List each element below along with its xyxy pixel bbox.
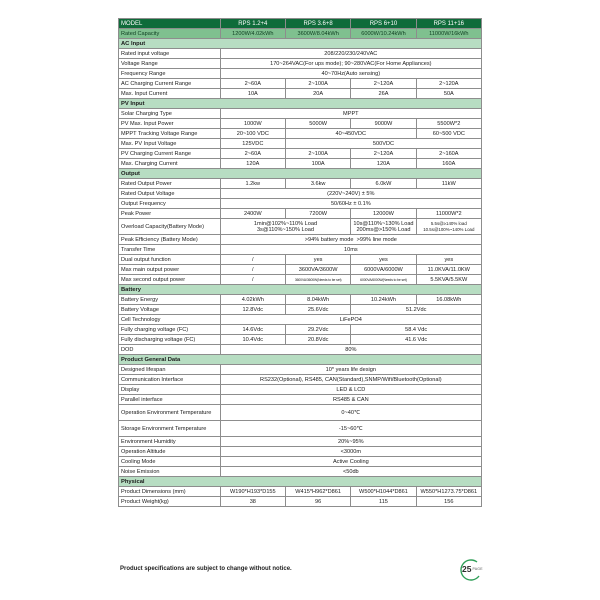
cell-value: 1200W/4.02kWh xyxy=(220,29,285,39)
eff-line: >99% line mode xyxy=(356,236,397,243)
row-label: Overload Capacity(Battery Mode) xyxy=(119,219,221,235)
section-title: Output xyxy=(119,169,482,179)
cell-value: 10ms xyxy=(220,245,481,255)
section-title: PV Input xyxy=(119,99,482,109)
table-row xyxy=(119,447,482,457)
cell-value: 29.2Vdc xyxy=(285,325,350,335)
row-label: Communication Interface xyxy=(119,375,221,385)
cell-value: 51.2Vdc xyxy=(351,305,482,315)
cell-value: 7200W xyxy=(285,209,350,219)
cell-value: LED & LCD xyxy=(220,385,481,395)
cell-value: 1000W xyxy=(220,119,285,129)
cell-value: 2~100A xyxy=(285,149,350,159)
row-label: Max. Input Current xyxy=(119,89,221,99)
model-name: RPS 6+10 xyxy=(351,19,416,29)
cell-value: 170~264VAC(For ups mode); 90~280VAC(For Home Appliances) xyxy=(220,59,481,69)
cell-value: RS485 & CAN xyxy=(220,395,481,405)
row-label: Rated Capacity xyxy=(119,29,221,39)
table-row xyxy=(119,295,482,305)
model-label: MODEL xyxy=(119,19,221,29)
cell-value: 11kW xyxy=(416,179,481,189)
section-header xyxy=(119,39,482,49)
section-title: AC Input xyxy=(119,39,482,49)
section-header xyxy=(119,169,482,179)
table-row xyxy=(119,159,482,169)
cell-value: 14.6Vdc xyxy=(220,325,285,335)
section-header xyxy=(119,355,482,365)
cell-value: (220V~240V) ± 5% xyxy=(220,189,481,199)
cell-value: W500*H1044*D861 xyxy=(351,487,416,497)
page-badge xyxy=(462,564,483,574)
table-row xyxy=(119,365,482,375)
row-label: Peak Power xyxy=(119,209,221,219)
cell-value: 12000W xyxy=(351,209,416,219)
cell-value: 120A xyxy=(220,159,285,169)
eff-battery: >94% battery mode xyxy=(304,236,354,243)
row-label: Transfer Time xyxy=(119,245,221,255)
table-row xyxy=(119,199,482,209)
cell-value: 12.8Vdc xyxy=(220,305,285,315)
table-row xyxy=(119,395,482,405)
cell-value: W550*H1273.75*D861 xyxy=(416,487,481,497)
cell-value: 20~100 VDC xyxy=(220,129,285,139)
cell-value: W190*H193*D155 xyxy=(220,487,285,497)
row-label: Max second output power xyxy=(119,275,221,285)
cell-value: Active Cooling xyxy=(220,457,481,467)
row-label: Rated Output Voltage xyxy=(119,189,221,199)
cell-value: 10s@110%~130% Load 200ms@>150% Load xyxy=(351,219,416,235)
table-row xyxy=(119,79,482,89)
cell-value: 6000VA/6000W xyxy=(351,265,416,275)
table-row xyxy=(119,59,482,69)
cell-value: <50db xyxy=(220,467,481,477)
row-label: Parallel interface xyxy=(119,395,221,405)
cell-value: 16.08kWh xyxy=(416,295,481,305)
table-row xyxy=(119,315,482,325)
cell-value: RS232(Optional), RS485, CAN(Standard),SNMP/Wifi/Bluetooth(Optional) xyxy=(220,375,481,385)
row-label: Rated Output Power xyxy=(119,179,221,189)
table-row xyxy=(119,325,482,335)
row-label: Solar Charging Type xyxy=(119,109,221,119)
row-label: MPPT Tracking Voltage Range xyxy=(119,129,221,139)
table-row xyxy=(119,457,482,467)
cell-value: 5000W xyxy=(285,119,350,129)
table-row xyxy=(119,497,482,507)
cell-value: 2~120A xyxy=(416,79,481,89)
cell-value: 1min@102%~110% Load 3s@110%~150% Load xyxy=(220,219,351,235)
cell-value: 50/60Hz ± 0.1% xyxy=(220,199,481,209)
section-header xyxy=(119,99,482,109)
rated-capacity-row xyxy=(119,29,482,39)
cell-value: 208/220/230/240VAC xyxy=(220,49,481,59)
table-row xyxy=(119,421,482,437)
cell-value: / xyxy=(220,275,285,285)
cell-value: 115 xyxy=(351,497,416,507)
table-row xyxy=(119,345,482,355)
row-label: Operation Environment Temperature xyxy=(119,405,221,421)
row-label: Max. PV Input Voltage xyxy=(119,139,221,149)
page-arc-icon xyxy=(457,558,483,584)
cell-value: 25.6Vdc xyxy=(285,305,350,315)
row-label: Max main output power xyxy=(119,265,221,275)
table-row xyxy=(119,235,482,245)
table-row xyxy=(119,219,482,235)
table-row xyxy=(119,487,482,497)
row-label: Rated input voltage xyxy=(119,49,221,59)
cell-value: 2~160A xyxy=(416,149,481,159)
cell-value: 20%~95% xyxy=(220,437,481,447)
row-label: AC Charging Current Range xyxy=(119,79,221,89)
page-number: 25 xyxy=(462,564,472,574)
cell-value: yes xyxy=(285,255,350,265)
cell-value: 160A xyxy=(416,159,481,169)
model-name: RPS 3.6+8 xyxy=(285,19,350,29)
section-title: Product General Data xyxy=(119,355,482,365)
row-label: Cooling Mode xyxy=(119,457,221,467)
disclaimer-note: Product specifications are subject to change without notice. xyxy=(120,566,292,572)
cell-value: 2400W xyxy=(220,209,285,219)
cell-value: MPPT xyxy=(220,109,481,119)
table-row xyxy=(119,139,482,149)
cell-value: 11000W*2 xyxy=(416,209,481,219)
table-row xyxy=(119,179,482,189)
table-row xyxy=(119,109,482,119)
cell-value: 3.6kw xyxy=(285,179,350,189)
cell-value: 156 xyxy=(416,497,481,507)
cell-value: -15~60℃ xyxy=(220,421,481,437)
table-row xyxy=(119,375,482,385)
cell-value: 2~60A xyxy=(220,79,285,89)
table-row xyxy=(119,89,482,99)
cell-value: 96 xyxy=(285,497,350,507)
section-header xyxy=(119,477,482,487)
section-header xyxy=(119,285,482,295)
table-row xyxy=(119,69,482,79)
table-row xyxy=(119,255,482,265)
row-label: Product Dimensions (mm) xyxy=(119,487,221,497)
row-label: Cell Technology xyxy=(119,315,221,325)
table-row xyxy=(119,275,482,285)
row-label: Fully charging voltage (FC) xyxy=(119,325,221,335)
cell-value: 6000W/10.24kWh xyxy=(351,29,416,39)
cell-value: 50A xyxy=(416,89,481,99)
row-label: Battery Energy xyxy=(119,295,221,305)
cell-value: 20.8Vdc xyxy=(285,335,350,345)
cell-value: 40~450VDC xyxy=(285,129,416,139)
cell-value: 5500W*2 xyxy=(416,119,481,129)
row-label: Designed lifespan xyxy=(119,365,221,375)
cell-value: 3600VA/3600W(Needs to be set) xyxy=(285,275,350,285)
cell-value: 120A xyxy=(351,159,416,169)
cell-value: LiFePO4 xyxy=(220,315,481,325)
row-label: Max. Charging Current xyxy=(119,159,221,169)
table-row xyxy=(119,49,482,59)
row-label: Product Weight(kg) xyxy=(119,497,221,507)
model-name: RPS 11+16 xyxy=(416,19,481,29)
cell-value: 60~500 VDC xyxy=(416,129,481,139)
table-row xyxy=(119,149,482,159)
cell-value: 10* years life design xyxy=(220,365,481,375)
cell-value: 40~70Hz(Auto sensing) xyxy=(220,69,481,79)
row-label: Operation Altitude xyxy=(119,447,221,457)
cell-value: / xyxy=(220,255,285,265)
model-name: RPS 1.2+4 xyxy=(220,19,285,29)
cell-value: yes xyxy=(416,255,481,265)
cell-value: 6.0kW xyxy=(351,179,416,189)
cell-value: 58.4 Vdc xyxy=(351,325,482,335)
cell-value: 10.4Vdc xyxy=(220,335,285,345)
table-row xyxy=(119,265,482,275)
row-label: Battery Voltage xyxy=(119,305,221,315)
table-row xyxy=(119,119,482,129)
model-header-row xyxy=(119,19,482,29)
row-label: Fully discharging voltage (FC) xyxy=(119,335,221,345)
cell-value: 2~120A xyxy=(351,149,416,159)
row-label: Voltage Range xyxy=(119,59,221,69)
row-label: Noise Emission xyxy=(119,467,221,477)
row-label: PV Charging Current Range xyxy=(119,149,221,159)
cell-value: 2~120A xyxy=(351,79,416,89)
row-label: Dual output function xyxy=(119,255,221,265)
table-row xyxy=(119,335,482,345)
cell-value: 1.2kw xyxy=(220,179,285,189)
cell-value: 0~40℃ xyxy=(220,405,481,421)
row-label: Output Frequency xyxy=(119,199,221,209)
cell-value: W415*H962*D861 xyxy=(285,487,350,497)
table-row xyxy=(119,405,482,421)
table-row xyxy=(119,209,482,219)
cell-value: 20A xyxy=(285,89,350,99)
page-label: PAGE xyxy=(472,567,483,571)
cell-value: 6000VA/6000W(Needs to be set) xyxy=(351,275,416,285)
cell-value: 10A xyxy=(220,89,285,99)
row-label: Display xyxy=(119,385,221,395)
cell-value: 41.6 Vdc xyxy=(351,335,482,345)
table-row xyxy=(119,189,482,199)
cell-value: 100A xyxy=(285,159,350,169)
row-label: Frequency Range xyxy=(119,69,221,79)
cell-value: 9000W xyxy=(351,119,416,129)
spec-table xyxy=(118,18,482,507)
cell-value: 38 xyxy=(220,497,285,507)
cell-value: <3000m xyxy=(220,447,481,457)
cell-value: / xyxy=(220,265,285,275)
section-title: Battery xyxy=(119,285,482,295)
cell-value: 125VDC xyxy=(220,139,285,149)
table-row xyxy=(119,305,482,315)
cell-value: 80% xyxy=(220,345,481,355)
table-row xyxy=(119,129,482,139)
cell-value: 11000W/16kWh xyxy=(416,29,481,39)
cell-value: 3600VA/3600W xyxy=(285,265,350,275)
cell-value: 26A xyxy=(351,89,416,99)
table-row xyxy=(119,467,482,477)
cell-value: 8.04kWh xyxy=(285,295,350,305)
cell-value: 3600W/8.04kWh xyxy=(285,29,350,39)
cell-value xyxy=(220,235,481,245)
cell-value: 4.02kWh xyxy=(220,295,285,305)
row-label: Peak Efficiency (Battery Mode) xyxy=(119,235,221,245)
cell-value: 5.5KVA/5.5KW xyxy=(416,275,481,285)
cell-value: 2~100A xyxy=(285,79,350,89)
table-row xyxy=(119,437,482,447)
row-label: PV Max. Input Power xyxy=(119,119,221,129)
cell-value: 11.0KVA/11.0KW xyxy=(416,265,481,275)
table-row xyxy=(119,245,482,255)
row-label: Storage Environment Temperature xyxy=(119,421,221,437)
cell-value: yes xyxy=(351,255,416,265)
cell-value: 5.5s@≥140% load 10.5s@100%~140% Load xyxy=(416,219,481,235)
table-row xyxy=(119,385,482,395)
row-label: Environment Humidity xyxy=(119,437,221,447)
section-title: Physical xyxy=(119,477,482,487)
cell-value: 2~60A xyxy=(220,149,285,159)
cell-value: 500VDC xyxy=(285,139,481,149)
cell-value: 10.24kWh xyxy=(351,295,416,305)
row-label: DOD xyxy=(119,345,221,355)
